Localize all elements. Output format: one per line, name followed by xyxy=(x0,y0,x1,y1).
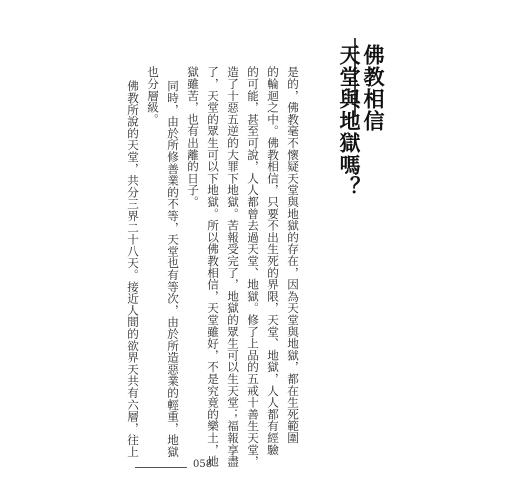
page-title-line-2: 天堂與地獄嗎？ xyxy=(337,44,362,198)
page-title-line-1: 佛教相信 xyxy=(361,44,386,132)
body-column-1: 是的，佛教毫不懷疑天堂與地獄的存在，因為天堂與地獄，都在生死範圍 xyxy=(286,66,300,444)
body-column-2: 的輪迴之中。佛教相信，只要不出生死的界限，天堂、地獄，人人都有經驗 xyxy=(266,66,280,456)
body-column-9: 佛教所說的天堂，共分三界二十八天。接近人間的欲界天共有六層，往上 xyxy=(126,80,140,458)
body-column-3: 的可能，甚至可說，人人都曾去過天堂、地獄。修了上品的五戒十善生天堂， xyxy=(246,66,260,468)
footer-rule xyxy=(135,467,187,468)
body-column-8: 也分層級。 xyxy=(146,66,160,125)
body-column-4: 造了十惡五逆的大罪下地獄。苦報受完了，地獄的眾生可以生天堂；福報享盡 xyxy=(226,66,240,468)
body-column-7: 同時，由於所修善業的不等，天堂也有等次，由於所造惡業的輕重，地獄 xyxy=(166,80,180,458)
body-column-5: 了，天堂的眾生可以下地獄。所以佛教相信，天堂雖好，不是究竟的樂土，地 xyxy=(206,66,220,468)
page-number: 058 xyxy=(193,459,213,470)
body-column-6: 獄雖苦，也有出離的日子。 xyxy=(186,66,200,208)
